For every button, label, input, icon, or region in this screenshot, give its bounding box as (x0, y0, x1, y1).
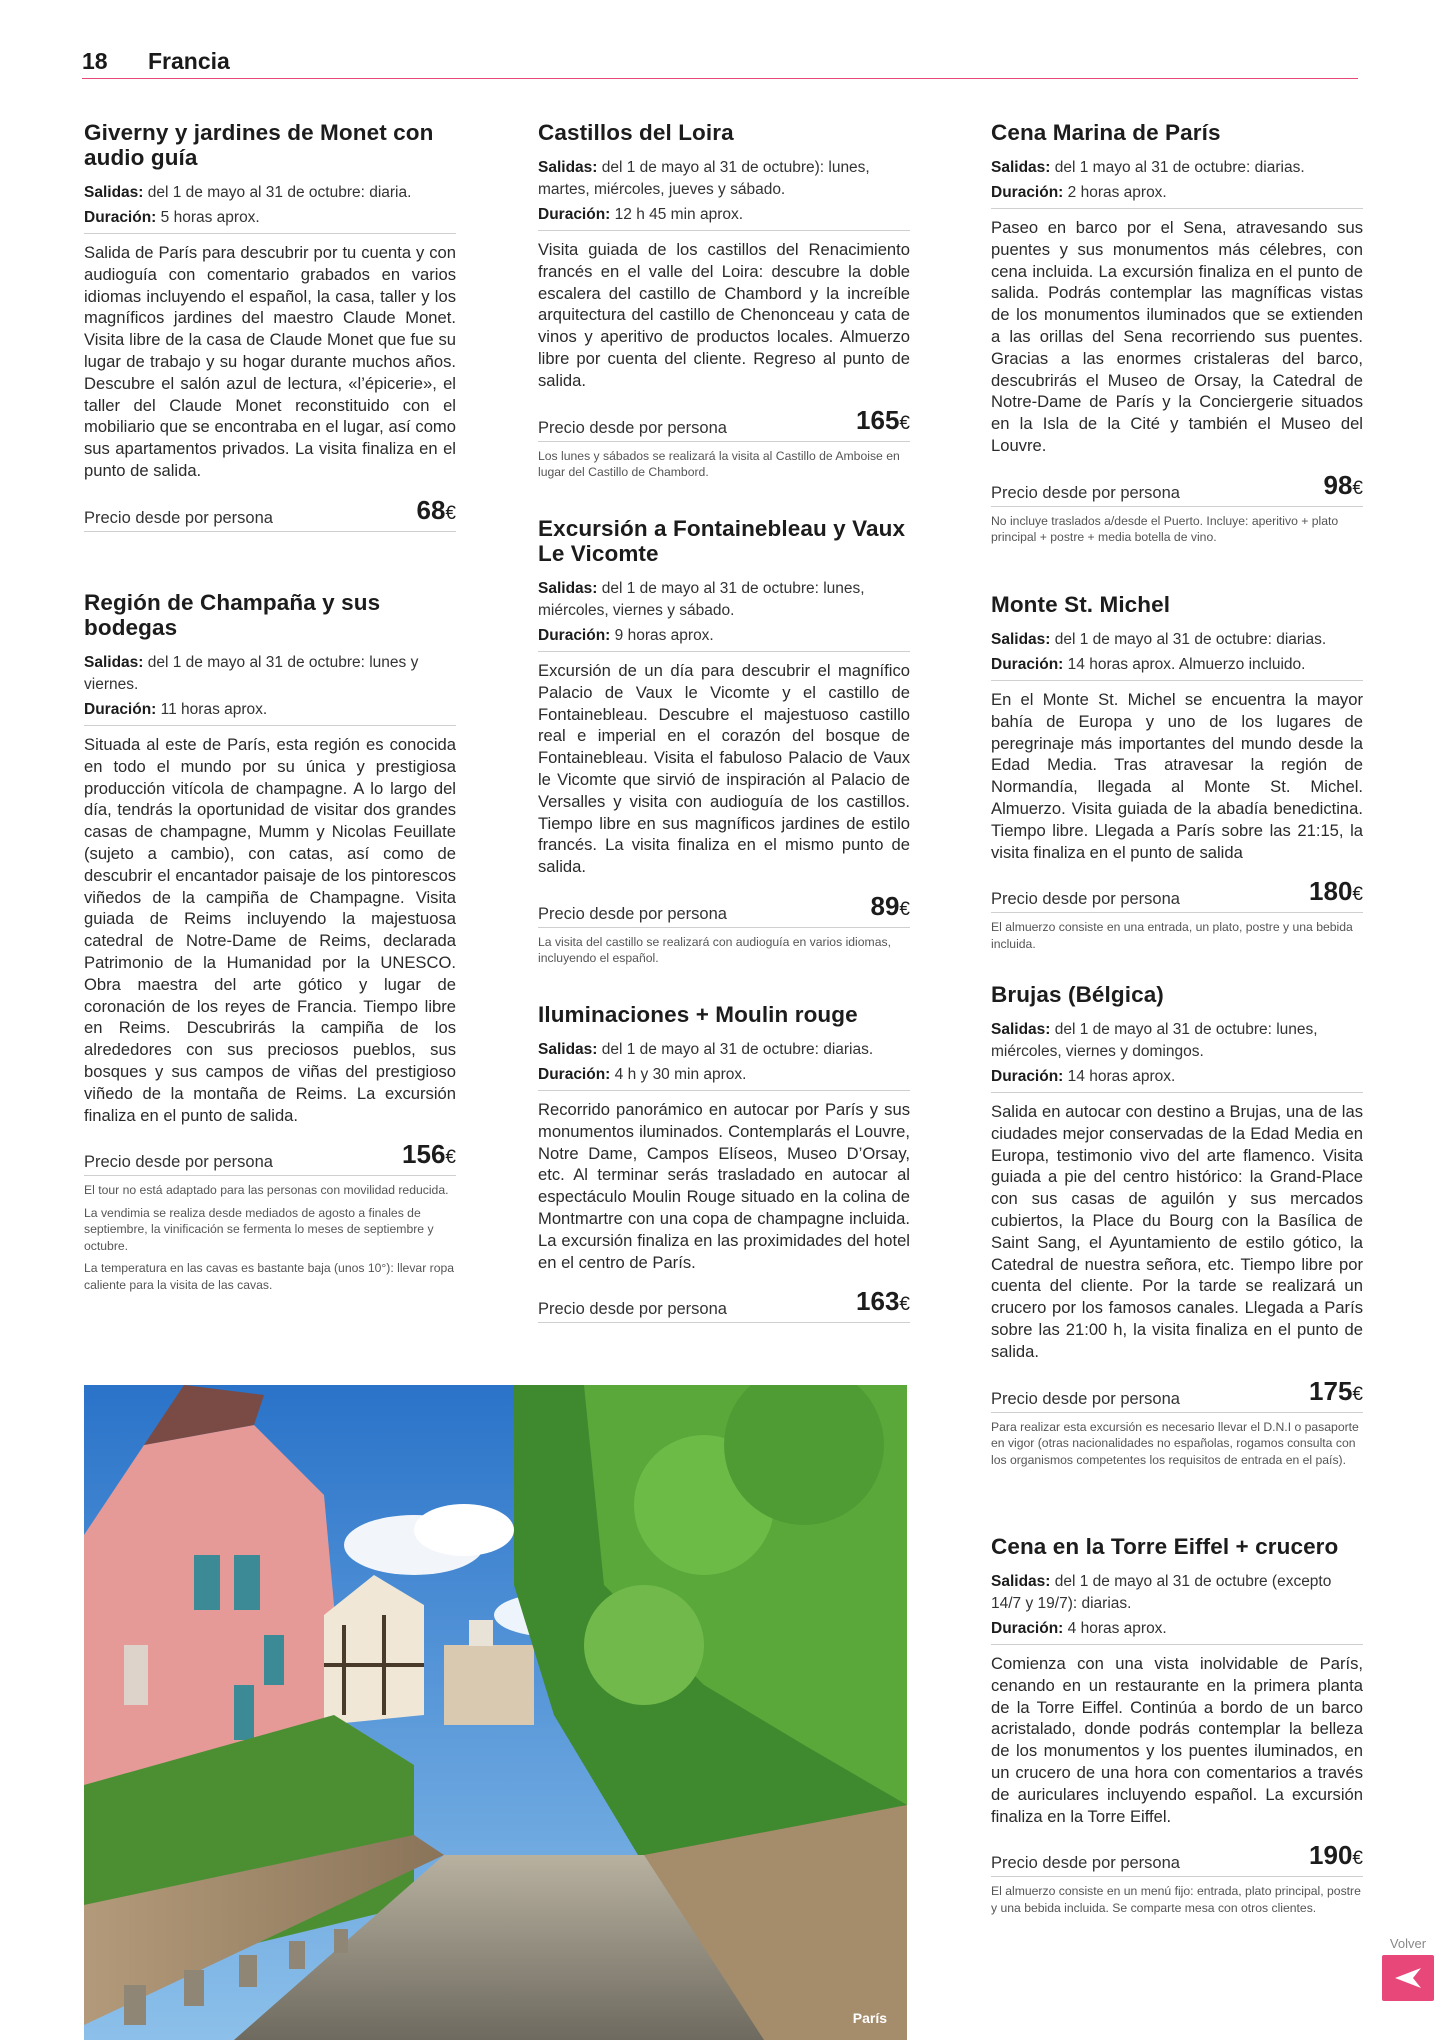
tour-description: Visita guiada de los castillos del Renacimiento francés en el valle del Loira: descubre la doble escalera del castillo de Chambord y la increíble arquitectura del castillo de Chenonceau y cata de vinos y aperitivo de productos locales. Almuerzo libre por cuenta del cliente. Regreso al punto de salida. (538, 240, 910, 390)
tour-description: Recorrido panorámico en autocar por París y sus monumentos iluminados. Contemplarás el Louvre, Notre Dame, Campos Elíseos, Museo D’Orsay, etc. Al terminar serás trasladado en autocar al espectáculo Moulin Rouge situado en la colina de Montmartre con una copa de champagne incluida. La excursión finaliza en las proximidades del hotel en el centro de París. (538, 1100, 910, 1272)
price-row: Precio desde por persona 190€ (991, 1841, 1363, 1877)
tour-description: En el Monte St. Michel se encuentra la mayor bahía de Europa y uno de los lugares de peregrinaje más importantes del mundo desde la Edad Media. Tras atravesar la región de Normandía, llegada al Monte St. Michel. Almuerzo. Visita guiada de la abadía benedictina. Tiempo libre. Llegada a París sobre las 21:15, la visita finaliza en el punto de salida (991, 690, 1363, 862)
salidas-text: del 1 de mayo al 31 de octubre): lunes, martes, miércoles, jueves y sábado. (538, 159, 870, 198)
tour-title: Brujas (Bélgica) (991, 982, 1164, 1007)
tour-monte: Monte St. Michel Salidas: del 1 de mayo al 31 de octubre: diarias. Duración: 14 horas aprox. Almuerzo incluido. En el Monte St. Michel se encuentra la mayor bahía de Europa y uno de los lugares de peregrinaje más importantes del mundo desde la Edad Media. Tras atravesar la región de Normandía, llegada al Monte St. Michel. Almuerzo. Visita guiada de la abadía benedictina. Tiempo libre. Llegada a París sobre las 21:15, la visita finaliza en el punto de salida Precio desde por persona 180€ El almuerzo consiste en una entrada, un plato, postre y una bebida incluida. (991, 592, 1363, 951)
duracion-text: 2 horas aprox. (1067, 184, 1167, 201)
salidas-text: del 1 de mayo al 31 de octubre: lunes, miércoles, viernes y domingos. (991, 1021, 1318, 1060)
tour-title: Cena Marina de París (991, 120, 1221, 145)
duracion-text: 5 horas aprox. (160, 209, 260, 226)
paris-street-photo (84, 1385, 907, 2040)
price-row: Precio desde por persona 163€ (538, 1287, 910, 1323)
back-label[interactable]: Volver (1389, 1936, 1427, 1951)
price-value: 156€ (402, 1139, 456, 1170)
tour-loira: Castillos del Loira Salidas: del 1 de mayo al 31 de octubre): lunes, martes, miércoles, jueves y sábado. Duración: 12 h 45 min aprox. Visita guiada de los castillos del Renacimiento francés en el valle del Loira: descubre la doble escalera del castillo de Chambord y la increíble arquitectura del castillo de Chenonceau y cata de vinos y aperitivo de productos locales. Almuerzo libre por cuenta del cliente. Regreso al punto de salida. Precio desde por persona 165€ Los lunes y sábados se realizará la visita al Castillo de Amboise en lugar del Castillo de Chambord. (538, 120, 910, 480)
duracion-text: 11 horas aprox. (160, 701, 268, 718)
price-value: 175€ (1309, 1375, 1363, 1406)
tour-torre-eiffel: Cena en la Torre Eiffel + crucero Salidas: del 1 de mayo al 31 de octubre (excepto 14/7 y 19/7): diarias. Duración: 4 horas aprox. Comienza con una vista inolvidable de París, cenando en un restaurante en la primera planta de la Torre Eiffel. Continúa a bordo de un barco acristalado, donde podrás contemplar la belleza de los monumentos y los puentes iluminados, en un crucero de una hora con comentarios a través de auriculares incluyendo español. La excursión finaliza en la Torre Eiffel. Precio desde por persona 190€ El almuerzo consiste en un menú fijo: entrada, plato principal, postre y una bebida incluida. Se comparte mesa con otros clientes. (991, 1534, 1363, 1915)
tour-note: El almuerzo consiste en una entrada, un plato, postre y una bebida incluida. (991, 920, 1353, 951)
tour-note: Para realizar esta excursión es necesario llevar el D.N.I o pasaporte en vigor (otras nacionalidades no españolas, rogamos consulta con los organismos competentes los requisitos de entrada en el país). (991, 1419, 1359, 1467)
page-header (82, 44, 1358, 79)
salidas-text: del 1 de mayo al 31 de octubre: diarias. (1054, 631, 1327, 648)
tour-note: No incluye traslados a/desde el Puerto. Incluye: aperitivo + plato principal + postre + media botella de vino. (991, 513, 1339, 545)
tour-champana: Región de Champaña y sus bodegas Salidas: del 1 de mayo al 31 de octubre: lunes y viernes. Duración: 11 horas aprox. Situada al este de París, esta región es conocida en todo el mundo por su única y prestigiosa producción vitícola de champagne. A lo largo del día, tendrás la oportunidad de visitar dos grandes casas de champagne, Mumm y Nicolas Feuillate (sujeto a cambio), con catas, así como de descubrir el encantador paisaje de los pintorescos viñedos de la campiña de Champagne. Visita guiada de Reims incluyendo la majestuosa catedral de Notre-Dame de Reims, declarada Patrimonio de la Humanidad por la UNESCO. Obra maestra del arte gótico y lugar de coronación de los reyes de Francia. Tiempo libre en Reims. Descubrirás la campiña de los alrededores con sus preciosos pueblos, sus bosques y sus campos de viñas del prestigioso viñedo de la montaña de Reims. La excursión finaliza en el punto de salida. Precio desde por persona 156€ El tour no está adaptado para las personas con movilidad reducida. La vendimia se realiza desde mediados de agosto a finales de septiembre, la vinificación se fermenta lo meses de septiembre y octubre. La temperatura en las cavas es bastante baja (unos 10°): llevar ropa caliente para la visita de las cavas. (84, 590, 456, 1292)
tour-fontainebleau: Excursión a Fontainebleau y Vaux Le Vicomte Salidas: del 1 de mayo al 31 de octubre: lunes, miércoles, viernes y sábado. Duración: 9 horas aprox. Excursión de un día para descubrir el magnífico Palacio de Vaux le Vicomte y el castillo de Fontainebleau. Descubre el majestuoso castillo real e imperial en el corazón del bosque de Fontainebleau. Visita el fabuloso Palacio de Vaux le Vicomte que sirvió de inspiración al Palacio de Versalles y visita con audioguía de los castillos. Tiempo libre en sus magníficos jardines de estilo francés. La visita finaliza en el mismo punto de salida. Precio desde por persona 89€ La visita del castillo se realizará con audioguía en varios idiomas, incluyendo el español. (538, 516, 910, 966)
tour-note: El tour no está adaptado para las personas con movilidad reducida. (84, 1183, 449, 1198)
tour-description: Comienza con una vista inolvidable de París, cenando en un restaurante en la primera planta de la Torre Eiffel. Continúa a bordo de un barco acristalado, donde podrás contemplar la belleza de los monumentos y los puentes iluminados, en un crucero de una hora con comentarios a través de auriculares incluyendo español. La excursión finaliza en la Torre Eiffel. (991, 1654, 1363, 1826)
column-3 (991, 120, 1363, 1916)
page-number: 18 (82, 48, 108, 74)
tour-title: Cena en la Torre Eiffel + crucero (991, 1534, 1339, 1559)
price-row: Precio desde por persona 175€ (991, 1377, 1363, 1413)
salidas-text: del 1 de mayo al 31 de octubre: diaria. (147, 184, 412, 201)
price-value: 98€ (1323, 469, 1363, 500)
price-row: Precio desde por persona 165€ (538, 406, 910, 442)
tour-note: La vendimia se realiza desde mediados de agosto a finales de septiembre, la vinificación se fermenta lo meses de septiembre y octubre. (84, 1205, 434, 1253)
tour-brujas: Brujas (Bélgica) Salidas: del 1 de mayo al 31 de octubre: lunes, miércoles, viernes y domingos. Duración: 14 horas aprox. Salida en autocar con destino a Brujas, una de las ciudades mejor conservadas de la Edad Media en Europa, testimonio vivo del arte flamenco. Visita guiada a pie del centro histórico: la Grand-Place con sus casas de aguilón y sus mercados cubiertos, la Place du Bourg con la Basílica de Saint Sang, el Ayuntamiento de estilo gótico, la Catedral de nuestra señora, etc. Tiempo libre por cuenta del cliente. Por la tarde se realizará un crucero por los famosos canales. Llegada a París sobre las 21:00 h, la visita finaliza en el punto de salida. Precio desde por persona 175€ Para realizar esta excursión es necesario llevar el D.N.I o pasaporte en vigor (otras nacionalidades no españolas, rogamos consulta con los organismos competentes los requisitos de entrada en el país). (991, 982, 1363, 1467)
price-row: Precio desde por persona 89€ (538, 892, 910, 928)
photo-caption: París (852, 2010, 887, 2026)
tour-note: La visita del castillo se realizará con audioguía en varios idiomas, incluyendo el español. (538, 934, 891, 966)
tour-note: La temperatura en las cavas es bastante baja (unos 10°): llevar ropa caliente para la visita de las cavas. (84, 1261, 455, 1292)
column-1 (84, 120, 456, 1293)
back-button[interactable] (1382, 1955, 1434, 2001)
duracion-text: 4 h y 30 min aprox. (614, 1066, 747, 1083)
price-value: 180€ (1309, 876, 1363, 907)
salidas-text: del 1 mayo al 31 de octubre: diarias. (1054, 159, 1305, 176)
price-value: 89€ (870, 890, 910, 921)
tour-description: Excursión de un día para descubrir el magnífico Palacio de Vaux le Vicomte y el castillo de Fontainebleau. Descubre el majestuoso castillo real e imperial en el corazón del bosque de Fontainebleau. Visita el fabuloso Palacio de Vaux le Vicomte que sirvió de inspiración al Palacio de Versalles y visita con audioguía de los castillos. Tiempo libre en sus magníficos jardines de estilo francés. La visita finaliza en el mismo punto de salida. (538, 661, 910, 877)
tour-title: Excursión a Fontainebleau y Vaux Le Vicomte (538, 516, 906, 566)
duracion-text: 14 horas aprox. (1067, 1068, 1176, 1085)
column-2 (538, 120, 910, 1323)
price-value: 163€ (856, 1286, 910, 1317)
tour-note: Los lunes y sábados se realizará la visita al Castillo de Amboise en lugar del Castillo de Chambord. (538, 448, 900, 480)
salidas-text: del 1 de mayo al 31 de octubre: lunes, miércoles, viernes y sábado. (538, 580, 865, 619)
salidas-text: del 1 de mayo al 31 de octubre: diarias. (601, 1041, 874, 1058)
tour-description: Situada al este de París, esta región es conocida en todo el mundo por su única y prestigiosa producción vitícola de champagne. A lo largo del día, tendrás la oportunidad de visitar dos grandes casas de champagne, Mumm y Nicolas Feuillate (sujeto a cambio), con catas, así como de descubrir el encantador paisaje de los pintorescos viñedos de la campiña de Champagne. Visita guiada de Reims incluyendo la majestuosa catedral de Notre-Dame de Reims, declarada Patrimonio de la Humanidad por la UNESCO. Obra maestra del arte gótico y lugar de coronación de los reyes de Francia. Tiempo libre en Reims. Descubrirás la campiña de los alrededores con sus preciosos pueblos, sus bosques y sus campos de viñas del prestigioso viñedo de la montaña de Reims. La excursión finaliza en el punto de salida. (84, 735, 456, 1125)
price-row: Precio desde por persona 180€ (991, 877, 1363, 913)
back-navigation[interactable] (1382, 1936, 1434, 2000)
tour-giverny: Giverny y jardines de Monet con audio guía Salidas: del 1 de mayo al 31 de octubre: diaria. Duración: 5 horas aprox. Salida de París para descubrir por tu cuenta y con audioguía con comentario grabados en varios idiomas incluyendo el español, la casa, taller y los magníficos jardines del maestro Claude Monet. Visita libre de la casa de Claude Monet que fue su lugar de trabajo y su hogar durante muchos años. Descubre el salón azul de lectura, «l’épicerie», el taller del Claude Monet reconstituido con el mobiliario que se encontraba en el lugar, así como sus apartamentos privados. La visita finaliza en el punto de salida. Precio desde por persona 68€ (84, 120, 456, 590)
tour-description: Salida de París para descubrir por tu cuenta y con audioguía con comentario grabados en varios idiomas incluyendo el español, la casa, taller y los magníficos jardines del maestro Claude Monet. Visita libre de la casa de Claude Monet que fue su lugar de trabajo y su hogar durante muchos años. Descubre el salón azul de lectura, «l’épicerie», el taller del Claude Monet reconstituido con el mobiliario que se encontraba en el lugar, así como sus apartamentos privados. La visita finaliza en el punto de salida. (84, 243, 456, 480)
price-value: 68€ (416, 494, 456, 525)
duracion-text: 9 horas aprox. (614, 627, 714, 644)
section-title: Francia (148, 48, 230, 74)
duracion-text: 14 horas aprox. Almuerzo incluido. (1067, 656, 1306, 673)
duracion-text: 4 horas aprox. (1067, 1620, 1167, 1637)
tour-title: Región de Champaña y sus bodegas (84, 590, 381, 640)
tour-title: Giverny y jardines de Monet con audio guía (84, 120, 434, 170)
tour-title: Iluminaciones + Moulin rouge (538, 1002, 858, 1027)
tour-note: El almuerzo consiste en un menú fijo: entrada, plato principal, postre y una bebida incluida. Se comparte mesa con otros clientes. (991, 1884, 1361, 1915)
price-value: 165€ (856, 404, 910, 435)
tour-description: Paseo en barco por el Sena, atravesando sus puentes y sus monumentos más célebres, con cena incluida. La excursión finaliza en el punto de salida. Podrás contemplar las magníficas vistas de los monumentos iluminados que se extienden a las orillas del Sena recorriendo sus puentes. Gracias a las enormes cristaleras del barco, descubrirás el Museo de Orsay, la Catedral de Notre-Dame de París y la Conciergerie situados en la Isla de la Cité y también el Museo del Louvre. (991, 218, 1363, 455)
price-row: Precio desde por persona 68€ (84, 496, 456, 532)
price-row: Precio desde por persona 156€ (84, 1140, 456, 1176)
price-value: 190€ (1309, 1840, 1363, 1871)
tour-moulin: Iluminaciones + Moulin rouge Salidas: del 1 de mayo al 31 de octubre: diarias. Duración: 4 h y 30 min aprox. Recorrido panorámico en autocar por París y sus monumentos iluminados. Contemplarás el Louvre, Notre Dame, Campos Elíseos, Museo D’Orsay, etc. Al terminar serás trasladado en autocar al espectáculo Moulin Rouge situado en la colina de Montmartre con una copa de champagne incluida. La excursión finaliza en las proximidades del hotel en el centro de París. Precio desde por persona 163€ (538, 1002, 910, 1323)
price-row: Precio desde por persona 98€ (991, 471, 1363, 507)
tour-cena-marina: Cena Marina de París Salidas: del 1 mayo al 31 de octubre: diarias. Duración: 2 horas aprox. Paseo en barco por el Sena, atravesando sus puentes y sus monumentos más célebres, con cena incluida. La excursión finaliza en el punto de salida. Podrás contemplar las magníficas vistas de los monumentos iluminados que se extienden a las orillas del Sena recorriendo sus puentes. Gracias a las enormes cristaleras del barco, descubrirás el Museo de Orsay, la Catedral de Notre-Dame de París y la Conciergerie situados en la Isla de la Cité y también el Museo del Louvre. Precio desde por persona 98€ No incluye traslados a/desde el Puerto. Incluye: aperitivo + plato principal + postre + media botella de vino. (991, 120, 1363, 545)
tour-title: Castillos del Loira (538, 120, 734, 145)
duracion-text: 12 h 45 min aprox. (614, 206, 744, 223)
salidas-text: del 1 de mayo al 31 de octubre (excepto 14/7 y 19/7): diarias. (991, 1573, 1332, 1612)
paris-photo-illustration (84, 1385, 907, 2040)
tour-description: Salida en autocar con destino a Brujas, una de las ciudades mejor conservadas de la Edad Media en Europa, testimonio vivo del arte flamenco. Visita guiada a pie del centro histórico: la Grand-Place con sus casas de aguilón y sus mercados cubiertos, la Place du Bourg con la Basílica de Saint Sang, el Ayuntamiento de estilo gótico, la Catedral de nuestra señora, etc. Tiempo libre por cuenta del cliente. Por la tarde se realizará un crucero por los famosos canales. Llegada a París sobre las 21:00 h, la visita finaliza en el punto de salida. (991, 1102, 1363, 1361)
tour-title: Monte St. Michel (991, 592, 1171, 617)
salidas-text: del 1 de mayo al 31 de octubre: lunes y viernes. (84, 654, 419, 693)
arrow-left-icon (1393, 1966, 1423, 1990)
